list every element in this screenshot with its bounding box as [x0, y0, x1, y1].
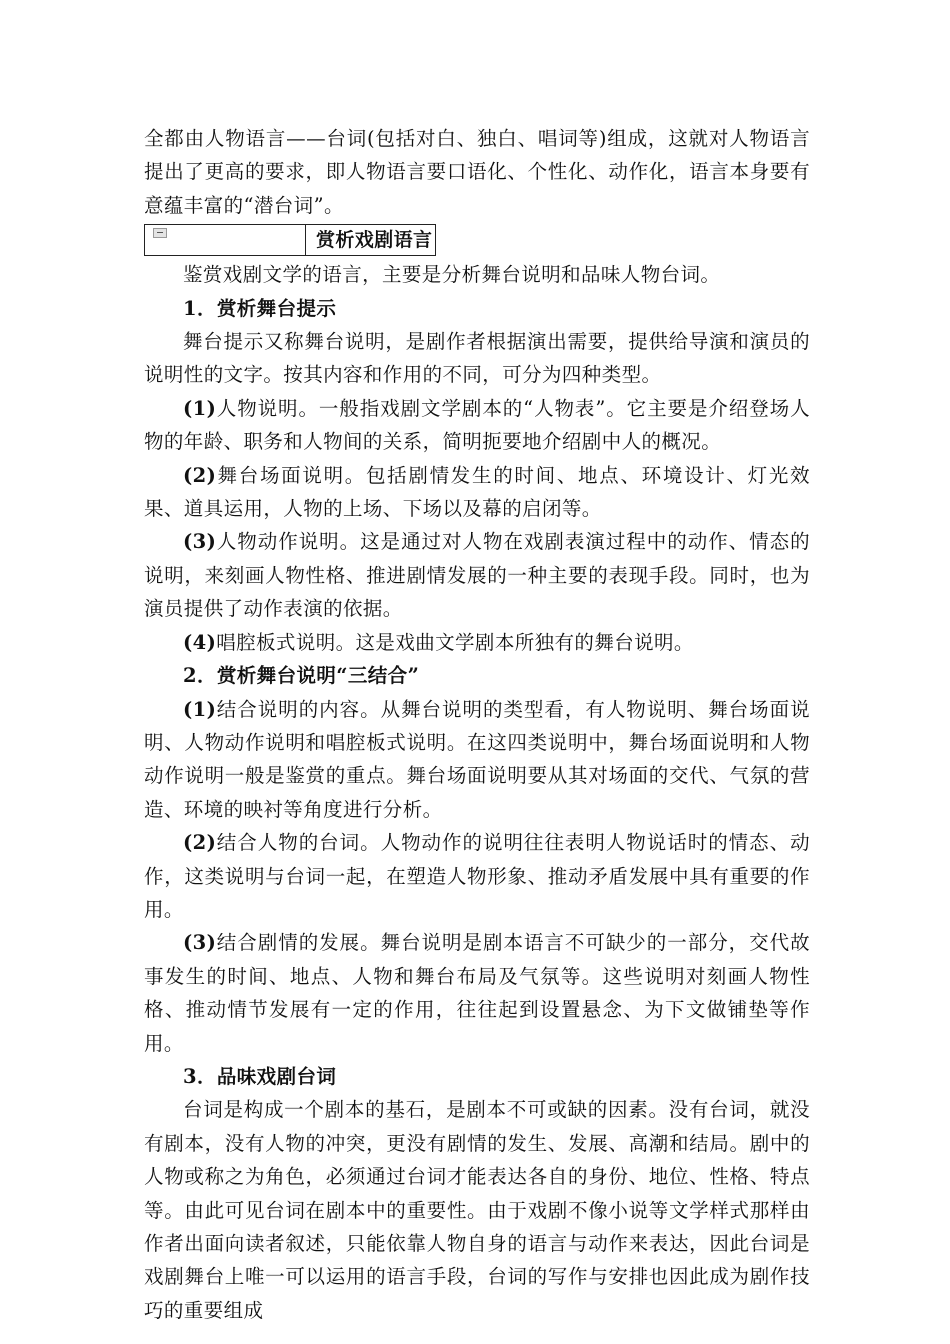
type-3-paragraph — [144, 525, 810, 625]
type-4-label: (4) — [183, 630, 217, 654]
type-2-text: 舞台场面说明。包括剧情发生的时间、地点、环境设计、灯光效果、道具运用，人物的上场、下场以及幕的启闭等。 — [144, 463, 810, 521]
type-1-paragraph — [144, 392, 810, 459]
intro-paragraph: 全都由人物语言——台词(包括对白、独白、唱词等)组成，这就对人物语言提出了更高的要求，即人物语言要口语化、个性化、动作化，语言本身要有意蕴丰富的“潜台词”。 — [144, 127, 810, 217]
section-heading-title: 赏析戏剧语言 — [316, 229, 433, 252]
section-heading-left-cell — [145, 225, 306, 255]
combine-3-label: (3) — [183, 931, 217, 955]
type-1-label: (1) — [183, 396, 217, 420]
combine-1-paragraph — [144, 693, 810, 827]
combine-2-paragraph — [144, 826, 810, 926]
heading-1: 1．赏析舞台提示 — [183, 296, 337, 320]
combine-1-text: 结合说明的内容。从舞台说明的类型看，有人物说明、舞台场面说明、人物动作说明和唱腔板式说明。在这四类说明中，舞台场面说明和人物动作说明一般是鉴赏的重点。舞台场面说明要从其对场面的交代、气氛的营造、环境的映衬等角度进行分析。 — [144, 697, 810, 821]
combine-2-text: 结合人物的台词。人物动作的说明往往表明人物说话时的情态、动作，这类说明与台词一起，在塑造人物形象、推动矛盾发展中具有重要的作用。 — [144, 831, 810, 921]
section-heading-box — [144, 224, 436, 256]
type-3-text: 人物动作说明。这是通过对人物在戏剧表演过程中的动作、情态的说明，来刻画人物性格、推进剧情发展的一种主要的表现手段。同时，也为演员提供了动作表演的依据。 — [144, 530, 810, 621]
combine-3-text: 结合剧情的发展。舞台说明是剧本语言不可缺少的一部分，交代故事发生的时间、地点、人物和舞台布局及气氛等。这些说明对刻画人物性格、推动情节发展有一定的作用，往往起到设置悬念、为下文做铺垫等作用。 — [144, 931, 810, 1055]
heading-3: 3．品味戏剧台词 — [183, 1064, 337, 1088]
paragraph-dialogue: 台词是构成一个剧本的基石，是剧本不可或缺的因素。没有台词，就没有剧本，没有人物的冲突，更没有剧情的发生、发展、高潮和结局。剧中的人物或称之为角色，必须通过台词才能表达各自的身份、地位、性格、特点等。由此可见台词在剧本中的重要性。由于戏剧不像小说等文学样式那样由作者出面向读者叙述，只能依靠人物自身的语言与动作来表达，因此台词是戏剧舞台上唯一可以运用的语言手段，台词的写作与安排也因此成为剧作技巧的重要组成 — [144, 1098, 810, 1322]
paragraph-stage-directions: 舞台提示又称舞台说明，是剧作者根据演出需要，提供给导演和演员的说明性的文字。按其内容和作用的不同，可分为四种类型。 — [144, 330, 810, 387]
heading-2: 2．赏析舞台说明“三结合” — [183, 664, 420, 688]
type-4-text: 唱腔板式说明。这是戏曲文学剧本所独有的舞台说明。 — [216, 630, 694, 654]
type-3-label: (3) — [183, 530, 217, 554]
type-2-paragraph — [144, 459, 810, 526]
combine-1-label: (1) — [183, 697, 217, 721]
combine-3-paragraph — [144, 926, 810, 1060]
type-1-text: 人物说明。一般指戏剧文学剧本的“人物表”。它主要是介绍登场人物的年龄、职务和人物间的关系，简明扼要地介绍剧中人的概况。 — [144, 396, 810, 454]
lead-paragraph: 鉴赏戏剧文学的语言，主要是分析舞台说明和品味人物台词。 — [183, 263, 721, 287]
type-4-paragraph — [144, 626, 810, 659]
document-page — [144, 122, 810, 1327]
collapse-icon[interactable] — [153, 228, 167, 238]
combine-2-label: (2) — [183, 831, 217, 855]
type-2-label: (2) — [183, 463, 217, 487]
